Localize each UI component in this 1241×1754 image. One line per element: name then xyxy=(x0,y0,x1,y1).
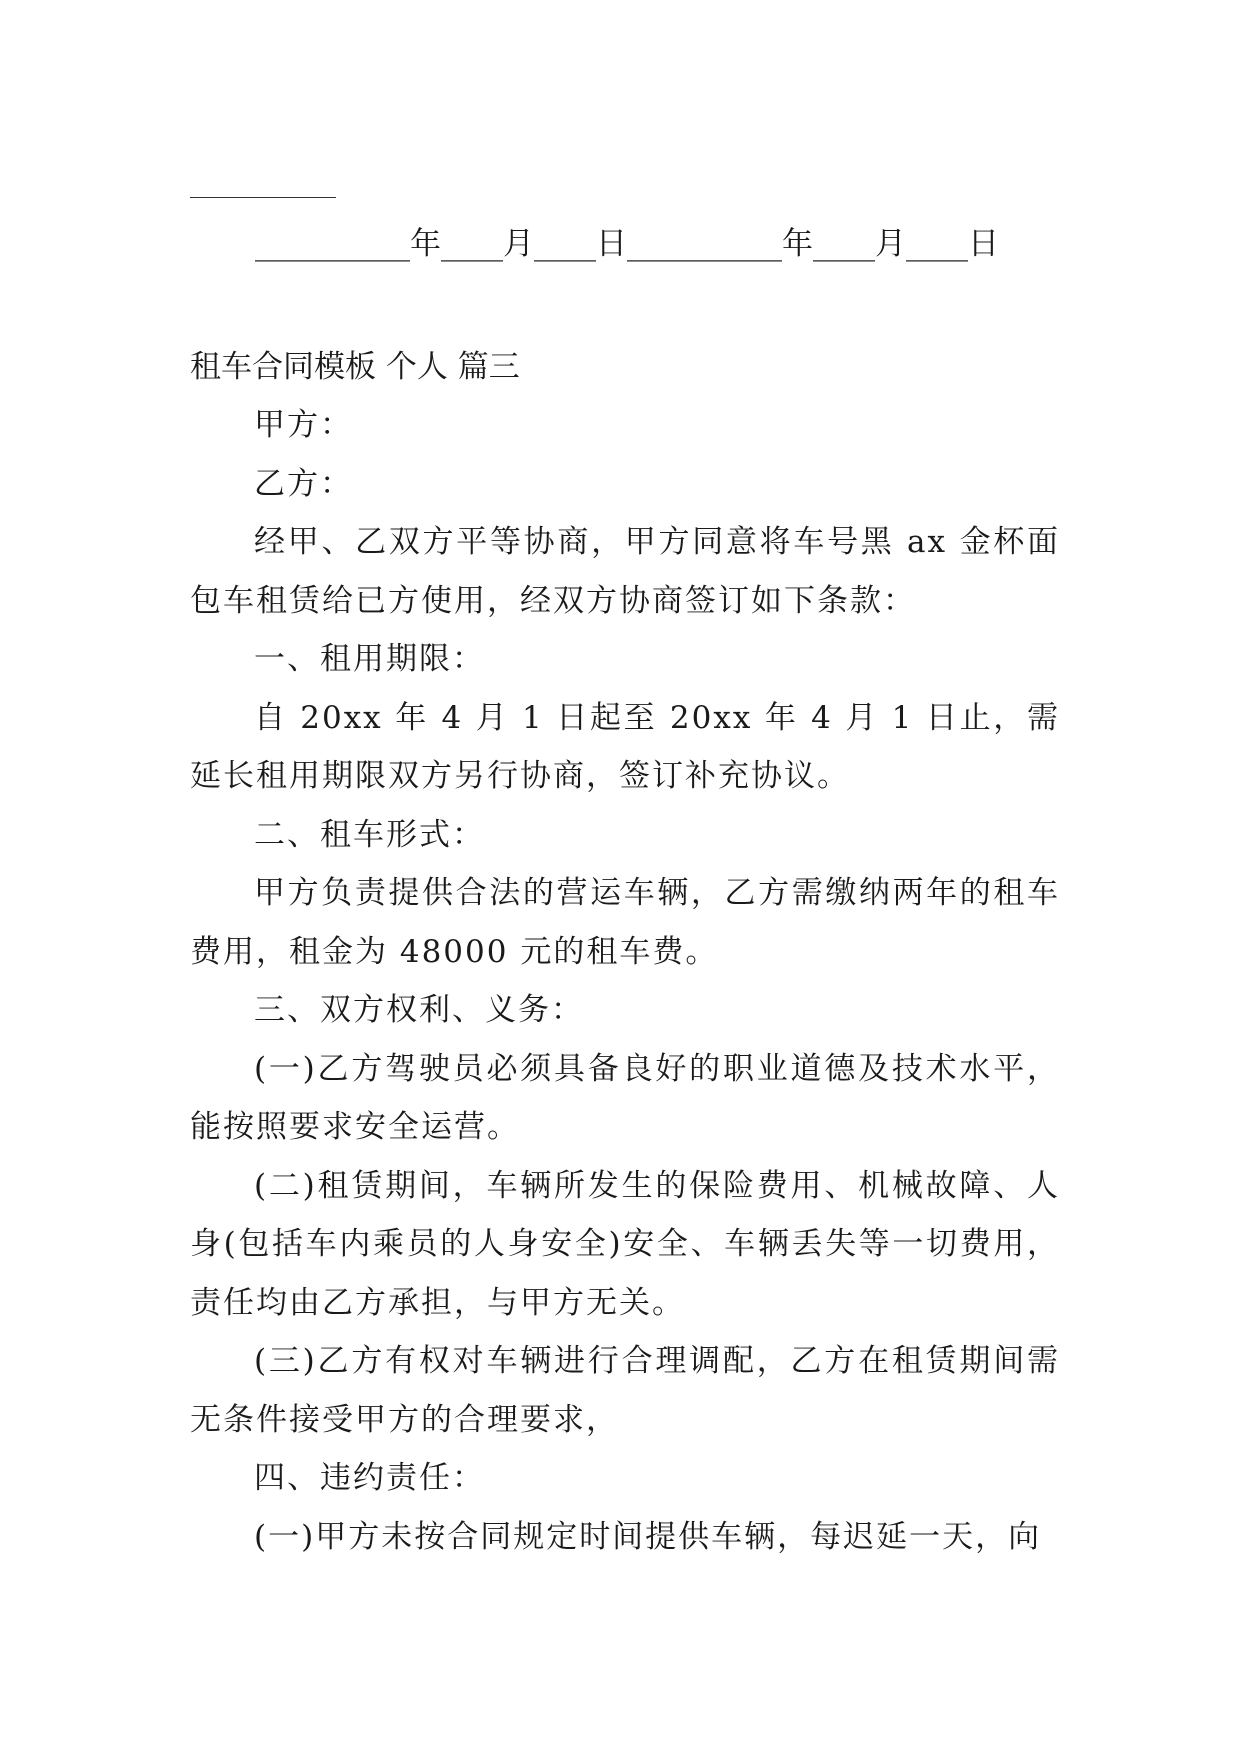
paragraph-term: 自 20xx 年 4 月 1 日起至 20xx 年 4 月 1 日止，需延长租用期限双方另行协商，签订补充协议。 xyxy=(190,699,1060,794)
paragraph-rental-form: 甲方负责提供合法的营运车辆，乙方需缴纳两年的租车费用，租金为 48000 元的租车费。 xyxy=(190,875,1060,970)
paragraph-party-b: 乙方： xyxy=(254,465,353,502)
contract-body xyxy=(190,338,1060,1566)
signature-rule xyxy=(190,197,336,198)
heading-liability: 四、违约责任： xyxy=(254,1460,485,1496)
paragraph-rights-2: (二)租赁期间，车辆所发生的保险费用、机械故障、人身(包括车内乘员的人身安全)安全、车辆丢失等一切费用，责任均由乙方承担，与甲方无关。 xyxy=(190,1167,1060,1321)
paragraph-party-a: 甲方： xyxy=(254,407,353,443)
paragraph-liability-1: (一)甲方未按合同规定时间提供车辆，每迟延一天，向 xyxy=(254,1518,1042,1555)
contract-title: 租车合同模板 个人 篇三 xyxy=(190,349,520,385)
heading-rights-obligations: 三、双方权利、义务： xyxy=(254,992,584,1028)
paragraph-intro: 经甲、乙双方平等协商，甲方同意将车号黑 ax 金杯面包车租赁给已方使用，经双方协商签订如下条款： xyxy=(190,524,1060,619)
date-line: __________年____月____日__________年____月____日 xyxy=(255,226,999,262)
heading-rental-form: 二、租车形式： xyxy=(254,816,485,853)
paragraph-rights-1: (一)乙方驾驶员必须具备良好的职业道德及技术水平，能按照要求安全运营。 xyxy=(190,1050,1060,1145)
heading-term: 一、租用期限： xyxy=(254,641,485,677)
paragraph-rights-3: (三)乙方有权对车辆进行合理调配，乙方在租赁期间需无条件接受甲方的合理要求， xyxy=(190,1343,1060,1438)
